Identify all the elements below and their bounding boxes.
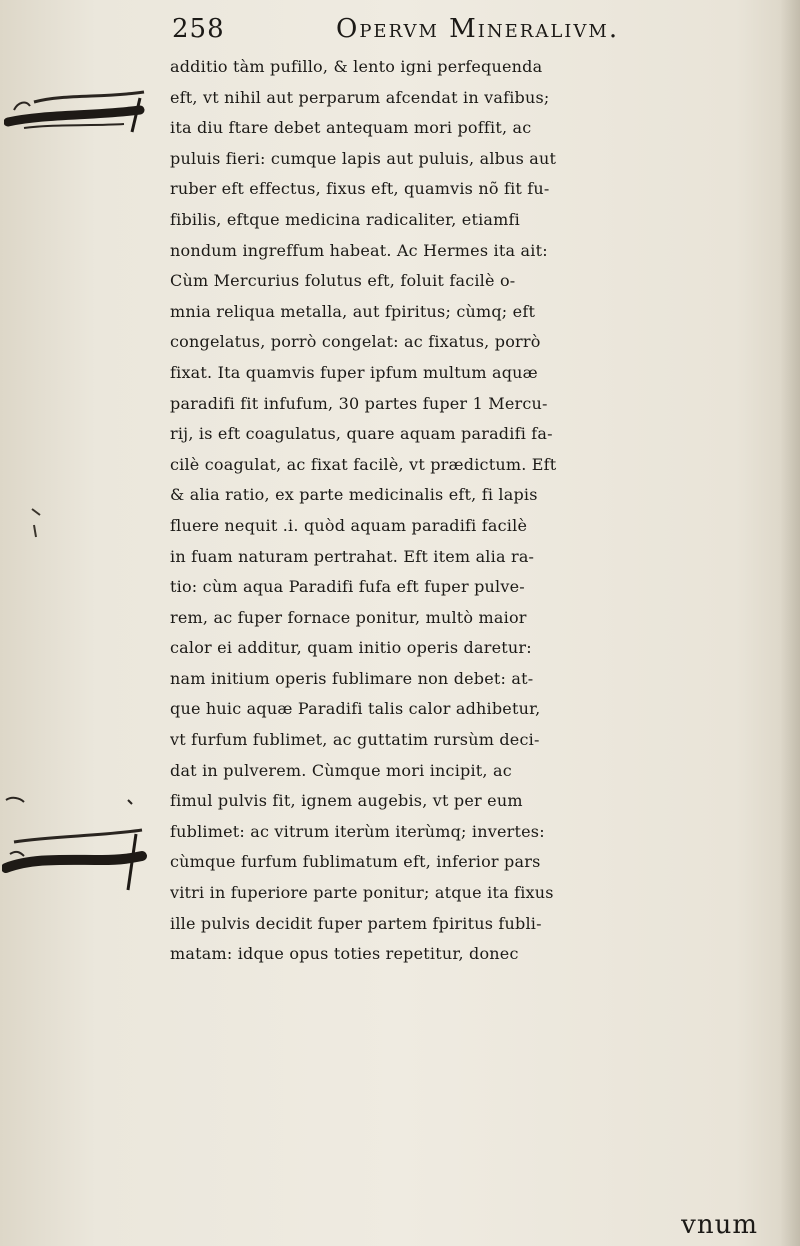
text-line: additio tàm pufillo, & lento igni perfequenda: [170, 57, 543, 76]
text-line: matam: idque opus toties repetitur, donec: [170, 944, 519, 964]
text-line: mnia reliqua metalla, aut fpiritus; cùmq; eft: [170, 301, 536, 321]
text-line: cùmque furfum fublimatum eft, inferior pars: [170, 852, 541, 872]
text-line: & alia ratio, ex parte medicinalis eft, fi lapis: [170, 485, 538, 505]
text-line: nam initium operis fublimare non debet: at-: [170, 668, 534, 688]
catchword: vnum: [681, 1210, 758, 1240]
page-edge-shadow: [780, 0, 800, 1246]
text-line: que huic aquæ Paradifi talis calor adhibetur,: [170, 699, 541, 719]
text-line: ita diu ftare debet antequam mori poffit, ac: [170, 118, 532, 138]
text-line: tio: cùm aqua Paradifi fufa eft fuper pulve-: [170, 577, 525, 597]
text-line: fixat. Ita quamvis fuper ipfum multum aquæ: [170, 362, 538, 382]
text-line: rij, is eft coagulatus, quare aquam paradifi fa-: [170, 424, 553, 444]
text-line: congelatus, porrò congelat: ac fixatus, porrò: [170, 332, 541, 352]
text-line: puluis fieri: cumque lapis aut puluis, albus aut: [170, 148, 557, 168]
text-line: vitri in fuperiore parte ponitur; atque ita fixus: [170, 883, 554, 903]
text-line: rem, ac fuper fornace ponitur, multò maior: [170, 607, 527, 627]
margin-speck-mark: [26, 505, 46, 545]
manuscript-annotation-2: [2, 790, 162, 900]
text-line: nondum ingreffum habeat. Ac Hermes ita ait:: [170, 240, 548, 260]
running-head: Opervm Mineralivm.: [336, 14, 620, 44]
main-text-block: [170, 52, 780, 970]
text-line: Cùm Mercurius folutus eft, foluit facilè o-: [170, 271, 516, 291]
text-line: eft, vt nihil aut perparum afcendat in vafibus;: [170, 87, 550, 107]
text-line: dat in pulverem. Cùmque mori incipit, ac: [170, 760, 512, 780]
page-header: [170, 10, 770, 50]
text-line: ille pulvis decidit fuper partem fpiritus fubli-: [170, 913, 542, 933]
text-line: in fuam naturam pertrahat. Eft item alia ra-: [170, 546, 535, 566]
text-line: vt furfum fublimet, ac guttatim rursùm deci-: [170, 730, 540, 750]
text-line: calor ei additur, quam initio operis daretur:: [170, 638, 532, 658]
text-line: fibilis, eftque medicina radicaliter, etiamfi: [170, 209, 520, 229]
manuscript-annotation-1: [4, 80, 154, 150]
text-line: fluere nequit .i. quòd aquam paradifi facilè: [170, 515, 528, 535]
page-number: 258: [172, 14, 225, 44]
text-line: cilè coagulat, ac fixat facilè, vt prædictum. Eft: [170, 454, 557, 474]
text-line: fublimet: ac vitrum iterùm iterùmq; invertes:: [170, 821, 545, 841]
text-line: fimul pulvis fit, ignem augebis, vt per eum: [170, 791, 523, 811]
text-line: paradifi fit infufum, 30 partes fuper 1 Mercu-: [170, 393, 548, 413]
text-line: ruber eft effectus, fixus eft, quamvis nõ fit fu-: [170, 179, 550, 199]
